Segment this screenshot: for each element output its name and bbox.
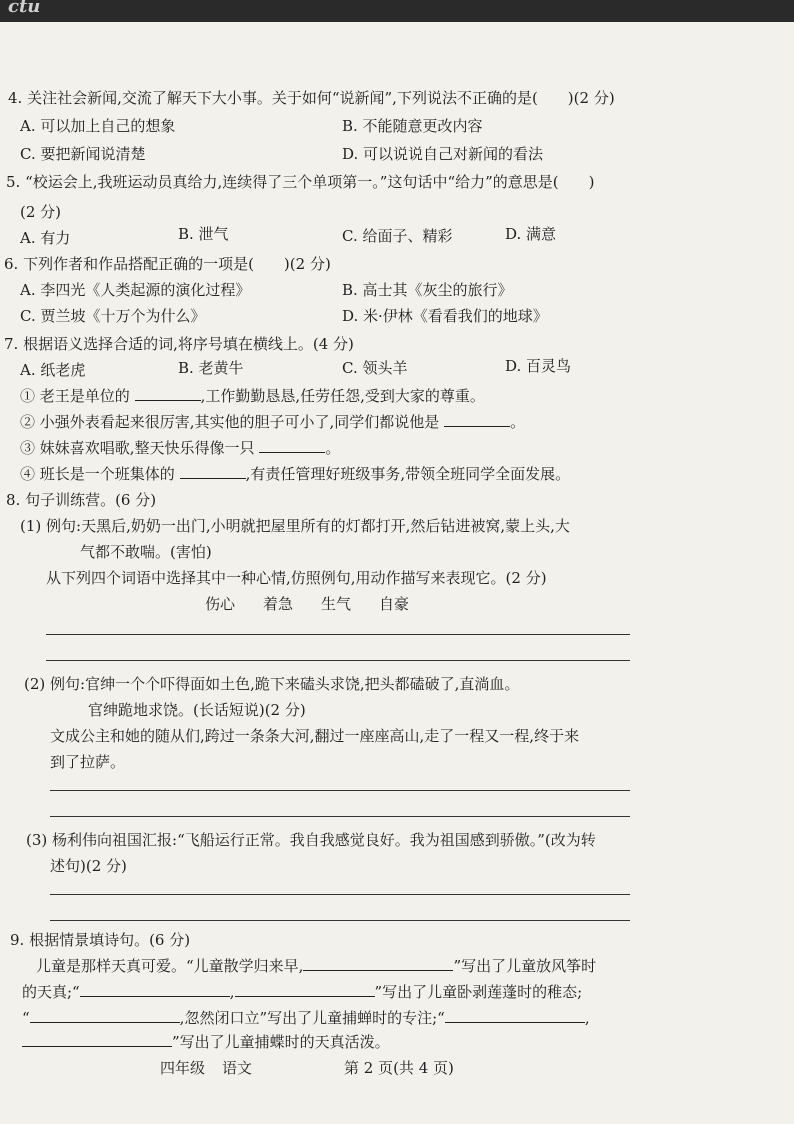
q8-p2-answer-line-2[interactable] bbox=[50, 816, 630, 817]
q7-sentence-4 bbox=[20, 464, 570, 484]
q9-l1-before: 儿童是那样天真可爱。“儿童散学归来早, bbox=[36, 957, 304, 975]
footer-page: 第 2 页(共 4 页) bbox=[344, 1059, 454, 1077]
q8-p2-text2: 到了拉萨。 bbox=[50, 753, 126, 771]
q4-option-c: C. 要把新闻说清楚 bbox=[20, 145, 146, 163]
q9-l3-open: “ bbox=[22, 1009, 30, 1027]
q6-option-c: C. 贾兰坡《十万个为什么》 bbox=[20, 307, 206, 325]
q5-option-b: B. 泄气 bbox=[178, 225, 229, 243]
header-fragment: ctu bbox=[8, 0, 41, 17]
q9-line-2 bbox=[22, 982, 582, 1002]
q7-s3-before: ③ 妹妹喜欢唱歌,整天快乐得像一只 bbox=[20, 439, 255, 457]
q7-s4-after: ,有责任管理好班级事务,带领全班同学全面发展。 bbox=[245, 465, 571, 483]
q7-s1-blank[interactable] bbox=[135, 386, 201, 401]
q8-p1-answer-line-1[interactable] bbox=[46, 634, 630, 635]
q9-l1-after: ”写出了儿童放风筝时 bbox=[453, 957, 597, 975]
q5-option-a: A. 有力 bbox=[20, 229, 71, 247]
q5-score: (2 分) bbox=[20, 203, 62, 221]
q9-line-1 bbox=[36, 956, 596, 976]
q5-option-c: C. 给面子、精彩 bbox=[342, 227, 453, 245]
q9-line-3 bbox=[22, 1008, 590, 1028]
q7-option-d: D. 百灵鸟 bbox=[505, 357, 572, 375]
q7-s3-after: 。 bbox=[325, 439, 341, 457]
q8-word-4: 自豪 bbox=[379, 595, 410, 613]
q7-s4-blank[interactable] bbox=[180, 464, 246, 479]
q9-blank-3[interactable] bbox=[235, 982, 375, 997]
q9-blank-2[interactable] bbox=[80, 982, 230, 997]
footer-grade: 四年级 bbox=[160, 1059, 206, 1077]
q8-word-2: 着急 bbox=[263, 595, 294, 613]
q9-blank-1[interactable] bbox=[303, 956, 453, 971]
q6-option-b: B. 高士其《灰尘的旅行》 bbox=[342, 281, 513, 299]
q5-option-d: D. 满意 bbox=[505, 225, 557, 243]
q8-p2-line1: (2) 例句:官绅一个个吓得面如土色,跪下来磕头求饶,把头都磕破了,直淌血。 bbox=[24, 675, 520, 693]
q4-stem: 4. 关注社会新闻,交流了解天下大小事。关于如何“说新闻”,下列说法不正确的是( )(2 分) bbox=[8, 89, 615, 107]
q9-blank-6[interactable] bbox=[22, 1032, 172, 1047]
q7-sentence-2 bbox=[20, 412, 525, 432]
q8-word-1: 伤心 bbox=[205, 595, 236, 613]
q9-l4-after: ”写出了儿童捕蝶时的天真活泼。 bbox=[172, 1033, 390, 1051]
q8-p2-answer-line-1[interactable] bbox=[50, 790, 630, 791]
top-dark-band bbox=[0, 0, 794, 22]
q4-option-d: D. 可以说说自己对新闻的看法 bbox=[342, 145, 544, 163]
q8-stem: 8. 句子训练营。(6 分) bbox=[6, 491, 157, 509]
q8-p1-word-list bbox=[205, 594, 437, 614]
q8-p3-answer-line-1[interactable] bbox=[50, 894, 630, 895]
q9-l2-after: ”写出了儿童卧剥莲蓬时的稚态; bbox=[374, 983, 583, 1001]
footer-subject: 语文 bbox=[222, 1059, 253, 1077]
q6-option-a: A. 李四光《人类起源的演化过程》 bbox=[20, 281, 251, 299]
q9-l2-open: 的天真;“ bbox=[22, 983, 80, 1001]
q7-sentence-3 bbox=[20, 438, 340, 458]
q9-line-4 bbox=[22, 1032, 390, 1052]
q6-stem: 6. 下列作者和作品搭配正确的一项是( )(2 分) bbox=[4, 255, 331, 273]
q9-stem: 9. 根据情景填诗句。(6 分) bbox=[10, 931, 191, 949]
q8-p1-answer-line-2[interactable] bbox=[46, 660, 630, 661]
q8-word-3: 生气 bbox=[321, 595, 352, 613]
q7-s1-after: ,工作勤勤恳恳,任劳任怨,受到大家的尊重。 bbox=[200, 387, 485, 405]
q7-s2-before: ② 小强外表看起来很厉害,其实他的胆子可小了,同学们都说他是 bbox=[20, 413, 440, 431]
q7-s3-blank[interactable] bbox=[259, 438, 325, 453]
q9-blank-4[interactable] bbox=[30, 1008, 180, 1023]
q9-l2-comma: , bbox=[229, 983, 235, 1001]
q7-s1-before: ① 老王是单位的 bbox=[20, 387, 130, 405]
q7-stem: 7. 根据语义选择合适的词,将序号填在横线上。(4 分) bbox=[4, 335, 354, 353]
q8-p1-line2: 气都不敢喘。(害怕) bbox=[80, 543, 212, 561]
q8-p3-answer-line-2[interactable] bbox=[50, 920, 630, 921]
q8-p1-line1: (1) 例句:天黑后,奶奶一出门,小明就把屋里所有的灯都打开,然后钻进被窝,蒙上头,大 bbox=[20, 517, 570, 535]
q7-sentence-1 bbox=[20, 386, 485, 406]
q8-p2-text1: 文成公主和她的随从们,跨过一条条大河,翻过一座座高山,走了一程又一程,终于来 bbox=[50, 727, 580, 745]
q5-stem: 5. “校运会上,我班运动员真给力,连续得了三个单项第一。”这句话中“给力”的意思是( ) bbox=[6, 173, 595, 191]
q6-option-d: D. 米·伊林《看看我们的地球》 bbox=[342, 307, 548, 325]
q7-s2-blank[interactable] bbox=[444, 412, 510, 427]
q7-option-b: B. 老黄牛 bbox=[178, 359, 244, 377]
q9-l3-comma: , bbox=[584, 1009, 590, 1027]
q8-p3-line2: 述句)(2 分) bbox=[50, 857, 127, 875]
q7-s2-after: 。 bbox=[510, 413, 526, 431]
q8-p1-task: 从下列四个词语中选择其中一种心情,仿照例句,用动作描写来表现它。(2 分) bbox=[46, 569, 547, 587]
q8-p2-line2: 官绅跪地求饶。(长话短说)(2 分) bbox=[88, 701, 306, 719]
q9-l3-middle: ,忽然闭口立”写出了儿童捕蝉时的专注;“ bbox=[179, 1009, 445, 1027]
q7-s4-before: ④ 班长是一个班集体的 bbox=[20, 465, 175, 483]
q4-option-b: B. 不能随意更改内容 bbox=[342, 117, 483, 135]
q7-option-a: A. 纸老虎 bbox=[20, 361, 86, 379]
q9-blank-5[interactable] bbox=[445, 1008, 585, 1023]
q8-p3-line1: (3) 杨利伟向祖国汇报:“飞船运行正常。我自我感觉良好。我为祖国感到骄傲。”(改为转 bbox=[26, 831, 596, 849]
q7-option-c: C. 领头羊 bbox=[342, 359, 408, 377]
q4-option-a: A. 可以加上自己的想象 bbox=[20, 117, 176, 135]
